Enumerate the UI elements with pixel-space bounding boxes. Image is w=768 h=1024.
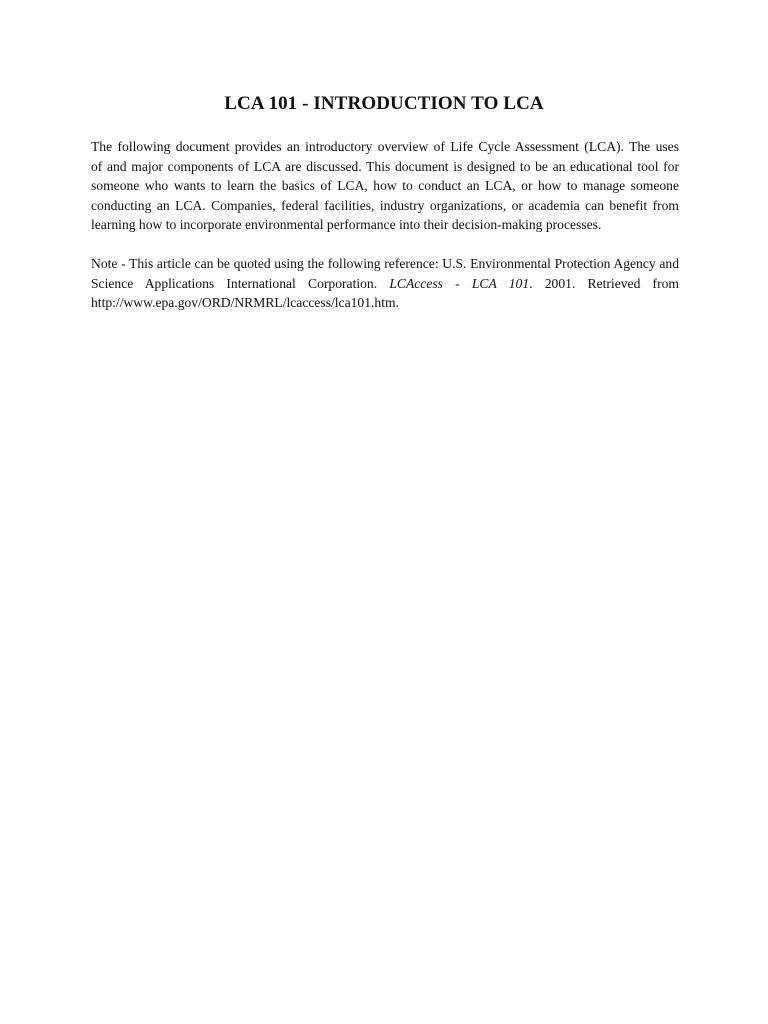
intro-line: someone who wants to learn the basics of LCA, how to conduct an LCA, or how to manage someone xyxy=(91,178,679,193)
note-line xyxy=(91,274,679,294)
note-text: Science Applications International Corporation. xyxy=(91,275,390,291)
intro-line: of and major components of LCA are discussed. This document is designed to be an educational tool for xyxy=(91,158,679,174)
citation-note xyxy=(91,254,679,313)
note-italic-title: LCAccess - LCA 101 xyxy=(389,275,530,291)
intro-line: conducting an LCA. Companies, federal facilities, industry organizations, or academia can benefit from xyxy=(91,197,679,213)
intro-paragraph xyxy=(91,137,679,235)
intro-line: The following document provides an introductory overview of Life Cycle Assessment (LCA). The uses xyxy=(91,139,679,154)
page-title: LCA 101 - INTRODUCTION TO LCA xyxy=(224,93,544,114)
note-line: Note - This article can be quoted using the following reference: U.S. Environmental Protection Agency and xyxy=(91,256,679,271)
intro-line: learning how to incorporate environmental performance into their decision-making processes. xyxy=(91,217,602,232)
note-text: . 2001. Retrieved from xyxy=(529,275,679,291)
note-url: http://www.epa.gov/ORD/NRMRL/lcaccess/lca101.htm. xyxy=(91,295,399,310)
